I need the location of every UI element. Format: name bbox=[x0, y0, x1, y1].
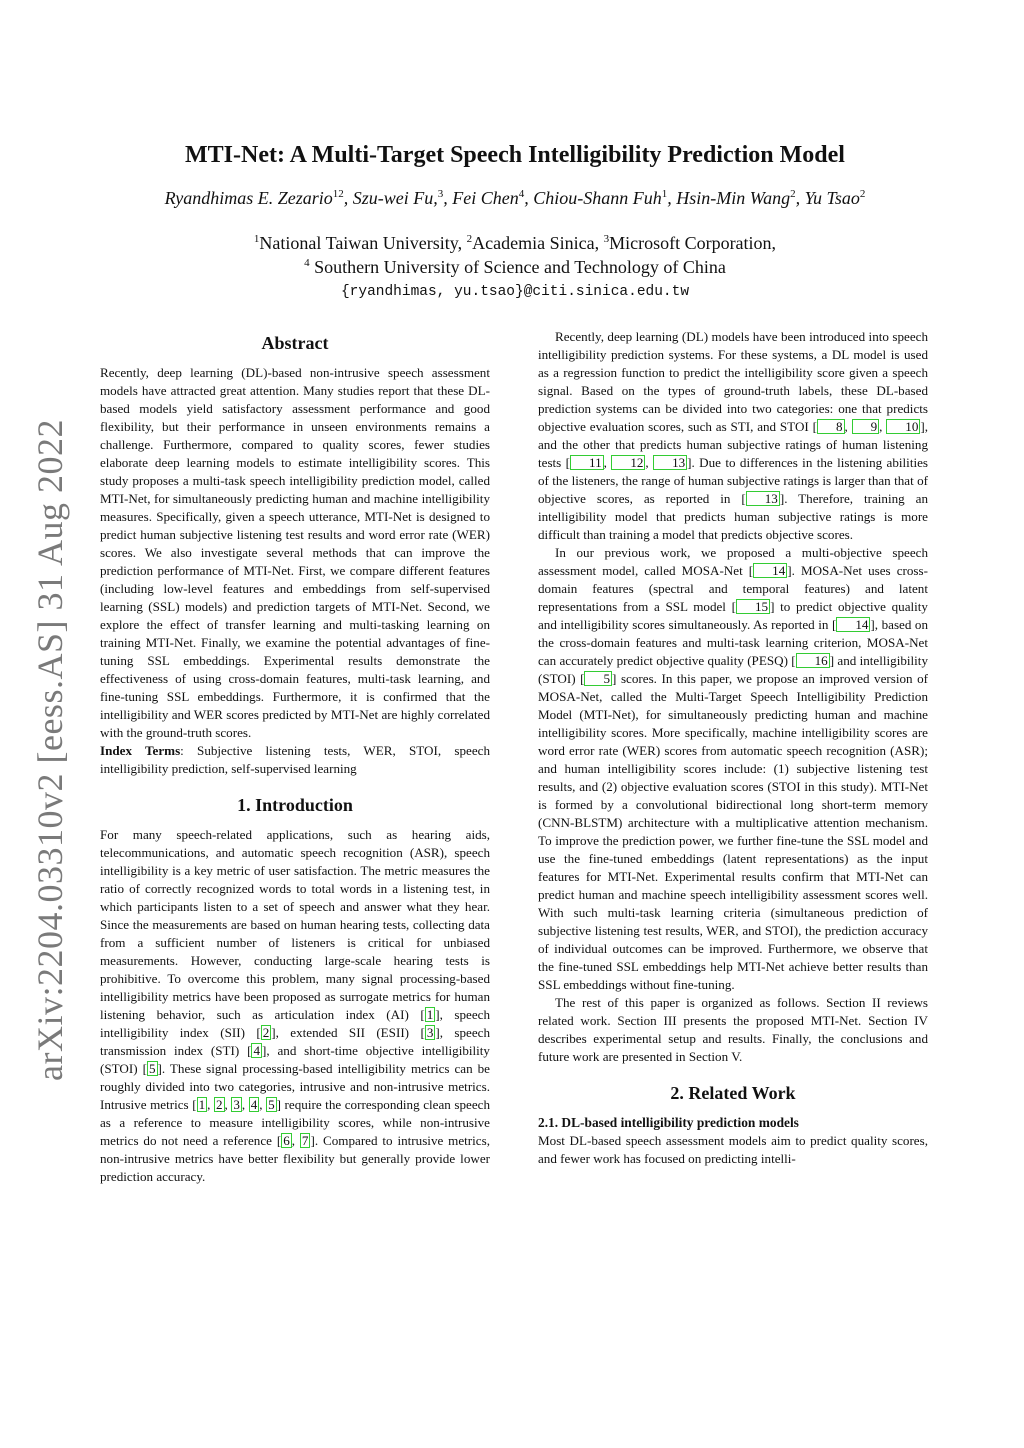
citation-link-group: [ 13 ] bbox=[741, 491, 785, 506]
citation-link[interactable]: 13 bbox=[746, 491, 780, 506]
paragraph-text: . MOSA-Net uses cross-domain features (spectral and temporal features) and latent representations from a SSL model bbox=[538, 563, 928, 614]
paragraph-text: Recently, deep learning (DL) models have been introduced into speech intelligibility prediction systems. For these systems, a DL model is used as a regression function to predict the intelligibility score given a speech signal. Based on the types of ground-truth labels, these DL-based prediction systems can be divided into two categories: one that predicts objective evaluation scores, such as STI, and STOI bbox=[538, 329, 928, 434]
paragraph-text: , speech transmission index (STI) bbox=[100, 1025, 491, 1058]
citation-link[interactable]: 9 bbox=[852, 419, 880, 434]
abstract-body: Recently, deep learning (DL)-based non-intrusive speech assessment models have attracted great attention. Many studies report that these DL-based models yield satisfactory assessment performance and good flexibility, but their performance in unseen environments remains a challenge. Furthermore, compared to quality scores, fewer studies elaborate deep learning models to estimate intelligibility scores. This study proposes a multi-task speech intelligibility prediction model, called MTI-Net, for simultaneously predicting human and machine intelligibility measures. Specifically, given a speech utterance, MTI-Net is designed to predict human subjective listening test results and word error rate (WER) scores. We also investigate several methods that can improve the prediction performance of MTI-Net. First, we compare different features (including low-level features and embeddings from self-supervised learning (SSL) models) and prediction targets of MTI-Net. Second, we explore the effect of transfer learning and multi-tasking learning on training MTI-Net. Finally, we examine the potential advantages of fine-tuning SSL embeddings. Experimental results demonstrate the effectiveness of using cross-domain features, multi-task learning, and fine-tuning SSL embeddings. Furthermore, it is confirmed that the intelligibility and WER scores predicted by MTI-Net are highly correlated with the ground-truth scores. bbox=[100, 365, 490, 740]
paragraph-text: , speech intelligibility index (SII) bbox=[100, 1007, 491, 1040]
affiliation-mark: 2 bbox=[466, 233, 473, 245]
citation-link-group: [ 1 , 2 , 3 , 4 , 5 ] bbox=[192, 1097, 281, 1112]
citation-link-group: [ 14 ] bbox=[831, 617, 875, 632]
author-affiliation-mark: 3 bbox=[437, 188, 444, 200]
paragraph-text: , based on the cross-domain features and multi-task learning criterion, MOSA-Net can accurately predict objective quality (PESQ) bbox=[538, 617, 928, 668]
paragraph-text: , and short-time objective intelligibility (STOI) bbox=[100, 1043, 490, 1076]
citation-link[interactable]: 14 bbox=[836, 617, 870, 632]
affiliation-name: Microsoft Corporation, bbox=[609, 233, 777, 253]
citation-link[interactable]: 2 bbox=[262, 1025, 270, 1040]
citation-link[interactable]: 1 bbox=[198, 1097, 206, 1112]
citation-link[interactable]: 8 bbox=[817, 419, 845, 434]
paragraph-text: require the corresponding clean speech as a reference to measure intelligibility scores, while non-intrusive metrics do not need a reference bbox=[100, 1097, 490, 1148]
citation-link[interactable]: 10 bbox=[886, 419, 920, 434]
author-name: Szu-wei Fu, bbox=[352, 188, 438, 208]
citation-link[interactable]: 5 bbox=[148, 1061, 156, 1076]
paper-title: MTI-Net: A Multi-Target Speech Intelligibility Prediction Model bbox=[185, 142, 845, 168]
citation-link-group: [ 8 , 9 , 10 ] bbox=[812, 419, 925, 434]
citation-link[interactable]: 11 bbox=[570, 455, 604, 470]
related-work-heading: 2. Related Work bbox=[670, 1083, 796, 1103]
author-affiliation-mark: 1 bbox=[661, 188, 668, 200]
citation-link[interactable]: 2 bbox=[215, 1097, 223, 1112]
citation-link[interactable]: 1 bbox=[426, 1007, 434, 1022]
author-affiliation-mark: 2 bbox=[859, 188, 866, 200]
paragraph-text: . Therefore, training an intelligibility model that predicts human subjective ratings is more difficult than training a model that predicts objective scores. bbox=[538, 491, 928, 542]
related-work-paragraph-1: Most DL-based speech assessment models aim to predict quality scores, and fewer work has focused on predicting intelli- bbox=[538, 1133, 928, 1166]
citation-link-group: [ 5 ] bbox=[580, 671, 617, 686]
paragraph-text: . Compared to intrusive metrics, non-intrusive metrics have better flexibility but generally provide lower prediction accuracy. bbox=[100, 1133, 490, 1184]
citation-link[interactable]: 7 bbox=[301, 1133, 309, 1148]
arxiv-identifier-sidebar bbox=[28, 419, 72, 1081]
index-terms bbox=[100, 742, 490, 778]
citation-link[interactable]: 16 bbox=[796, 653, 830, 668]
citation-link[interactable]: 12 bbox=[611, 455, 645, 470]
affiliation-mark: 3 bbox=[603, 233, 610, 245]
author-name: Hsin-Min Wang bbox=[676, 188, 791, 208]
left-column bbox=[100, 328, 490, 1186]
citation-link[interactable]: 3 bbox=[233, 1097, 240, 1112]
citation-link-group: [ 16 ] bbox=[791, 653, 835, 668]
paragraph-text: scores. In this paper, we propose an improved version of MOSA-Net, called the Multi-Target Speech Intelligibility Prediction Model (MTI-Net), for simultaneously predicting human and machine intelligibility scores. More specifically, machine intelligibility scores are word error rate (WER) scores from automatic speech recognition (ASR); and human intelligibility scores include: (1) subjective listening test results, and (2) objective evaluation scores (STOI in this study). MTI-Net is formed by a convolutional bidirectional long short-term memory (CNN-BLSTM) architecture with a multiplicative attention mechanism. To improve the prediction power, we further fine-tune the SSL model and use the fine-tuned embeddings (latent representations) as the input features for MTI-Net. Experimental results confirm that MTI-Net can predict human and machine speech intelligibility assessment scores well. With such multi-task learning criteria (simultaneous prediction of subjective listening test results, WER, and STOI), the prediction accuracy of individual outcomes can be improved. Furthermore, we observe that the fine-tuned SSL embeddings help MTI-Net achieve better results than SSL embeddings without fine-tuning. bbox=[538, 671, 928, 992]
affiliations bbox=[100, 231, 930, 279]
author-affiliation-mark: 4 bbox=[518, 188, 525, 200]
author-affiliation-mark: 2 bbox=[790, 188, 796, 200]
intro-paragraph-4: The rest of this paper is organized as follows. Section II reviews related work. Section III presents the proposed MTI-Net. Section IV describes experimental setup and results. Finally, the conclusions and future work are presented in Section V. bbox=[538, 995, 928, 1064]
paragraph-text: and intelligibility (STOI) bbox=[538, 653, 928, 686]
author-name: Ryandhimas E. Zezario bbox=[164, 188, 333, 208]
paragraph-text: For many speech-related applications, such as hearing aids, telecommunications, and automatic speech recognition (ASR), speech intelligibility is a key metric of user satisfaction. The metric measures the ratio of correctly recognized words to total words in a listening test, in which participants listen to a set of speech and answer what they hear. Since the measurements are based on human hearing tests, collecting data from a sufficient number of listeners is critical for unbiased measurements. However, conducting large-scale hearing tests is prohibitive. To overcome this problem, many signal processing-based intelligibility metrics have been proposed as surrogate metrics for human listening behavior, such as articulation index (AI) bbox=[100, 827, 490, 1022]
index-terms-text: : Subjective listening tests, WER, STOI, speech intelligibility prediction, self-supervised learning bbox=[100, 743, 490, 776]
affiliation-mark: 1 bbox=[253, 233, 260, 245]
author-list: Ryandhimas E. Zezario$^{12}$, Szu-wei Fu,$^3$, Fei Chen$^4$, Chiou-Shann Fuh$^1$, Hsin-Min Wang$^2$, Yu Tsao$^2$ bbox=[164, 188, 866, 208]
citation-link[interactable]: 14 bbox=[753, 563, 787, 578]
citation-link[interactable]: 4 bbox=[253, 1043, 260, 1058]
citation-link-group: [ 14 ] bbox=[748, 563, 792, 578]
citation-link[interactable]: 6 bbox=[283, 1133, 290, 1148]
affiliation-name: National Taiwan University, bbox=[259, 233, 467, 253]
citation-link-group: [ 11 , 12 , 13 ] bbox=[565, 455, 692, 470]
author-name: Chiou-Shann Fuh bbox=[533, 188, 662, 208]
citation-link-group: [ 1 ] bbox=[420, 1007, 440, 1022]
paragraph-text: to predict objective quality and intelligibility scores simultaneously. As reported in bbox=[538, 599, 928, 632]
abstract-heading: Abstract bbox=[261, 333, 329, 353]
paragraph-text: , and the other that predicts human subjective ratings of human listening tests bbox=[538, 419, 929, 470]
citation-link-group: [ 6 , 7 ] bbox=[276, 1133, 315, 1148]
affiliation-line-2 bbox=[304, 257, 726, 277]
author-name: Yu Tsao bbox=[804, 188, 860, 208]
affiliation-name: Academia Sinica, bbox=[472, 233, 604, 253]
citation-link[interactable]: 4 bbox=[250, 1097, 258, 1112]
citation-link-group: [ 2 ] bbox=[256, 1025, 276, 1040]
author-email[interactable]: {ryandhimas, yu.tsao}@citi.sinica.edu.tw bbox=[340, 284, 690, 300]
citation-link[interactable]: 5 bbox=[268, 1097, 275, 1112]
intro-paragraph-2 bbox=[538, 328, 928, 544]
intro-paragraph-3 bbox=[538, 544, 928, 994]
author-affiliation-mark: 12 bbox=[332, 188, 344, 200]
arxiv-identifier-text: arXiv:2204.03310v2 [eess.AS] 31 Aug 2022 bbox=[30, 419, 71, 1081]
affiliation-name: Southern University of Science and Technology of China bbox=[309, 257, 726, 277]
paragraph-text: In our previous work, we proposed a multi-objective speech assessment model, called MOSA-Net bbox=[538, 545, 928, 578]
subsection-heading-2-1: 2.1. DL-based intelligibility prediction models bbox=[538, 1115, 799, 1130]
author-name: Fei Chen bbox=[452, 188, 519, 208]
paragraph-text: . Due to differences in the listening abilities of the listeners, the range of human subjective ratings is larger than that of objective scores, as reported in bbox=[538, 455, 929, 506]
paragraph-text: , extended SII (ESII) bbox=[275, 1025, 421, 1040]
citation-link-group: [ 5 ] bbox=[142, 1061, 162, 1076]
citation-link-group: [ 4 ] bbox=[247, 1043, 267, 1058]
citation-link-group: [ 3 ] bbox=[420, 1025, 440, 1040]
index-terms-label: Index Terms bbox=[100, 743, 181, 758]
citation-link[interactable]: 15 bbox=[736, 599, 770, 614]
citation-link[interactable]: 3 bbox=[426, 1025, 434, 1040]
affiliation-line-1 bbox=[254, 233, 776, 253]
citation-link-group: [ 15 ] bbox=[731, 599, 775, 614]
citation-link[interactable]: 13 bbox=[653, 455, 687, 470]
intro-paragraph-1 bbox=[100, 826, 490, 1186]
citation-link[interactable]: 5 bbox=[584, 671, 612, 686]
right-column bbox=[538, 328, 928, 1168]
paragraph-text: . These signal processing-based intelligibility metrics can be roughly divided into two categories, intrusive and non-intrusive metrics. Intrusive metrics bbox=[100, 1061, 490, 1112]
introduction-heading: 1. Introduction bbox=[237, 795, 353, 815]
affiliation-mark: 4 bbox=[304, 257, 310, 269]
